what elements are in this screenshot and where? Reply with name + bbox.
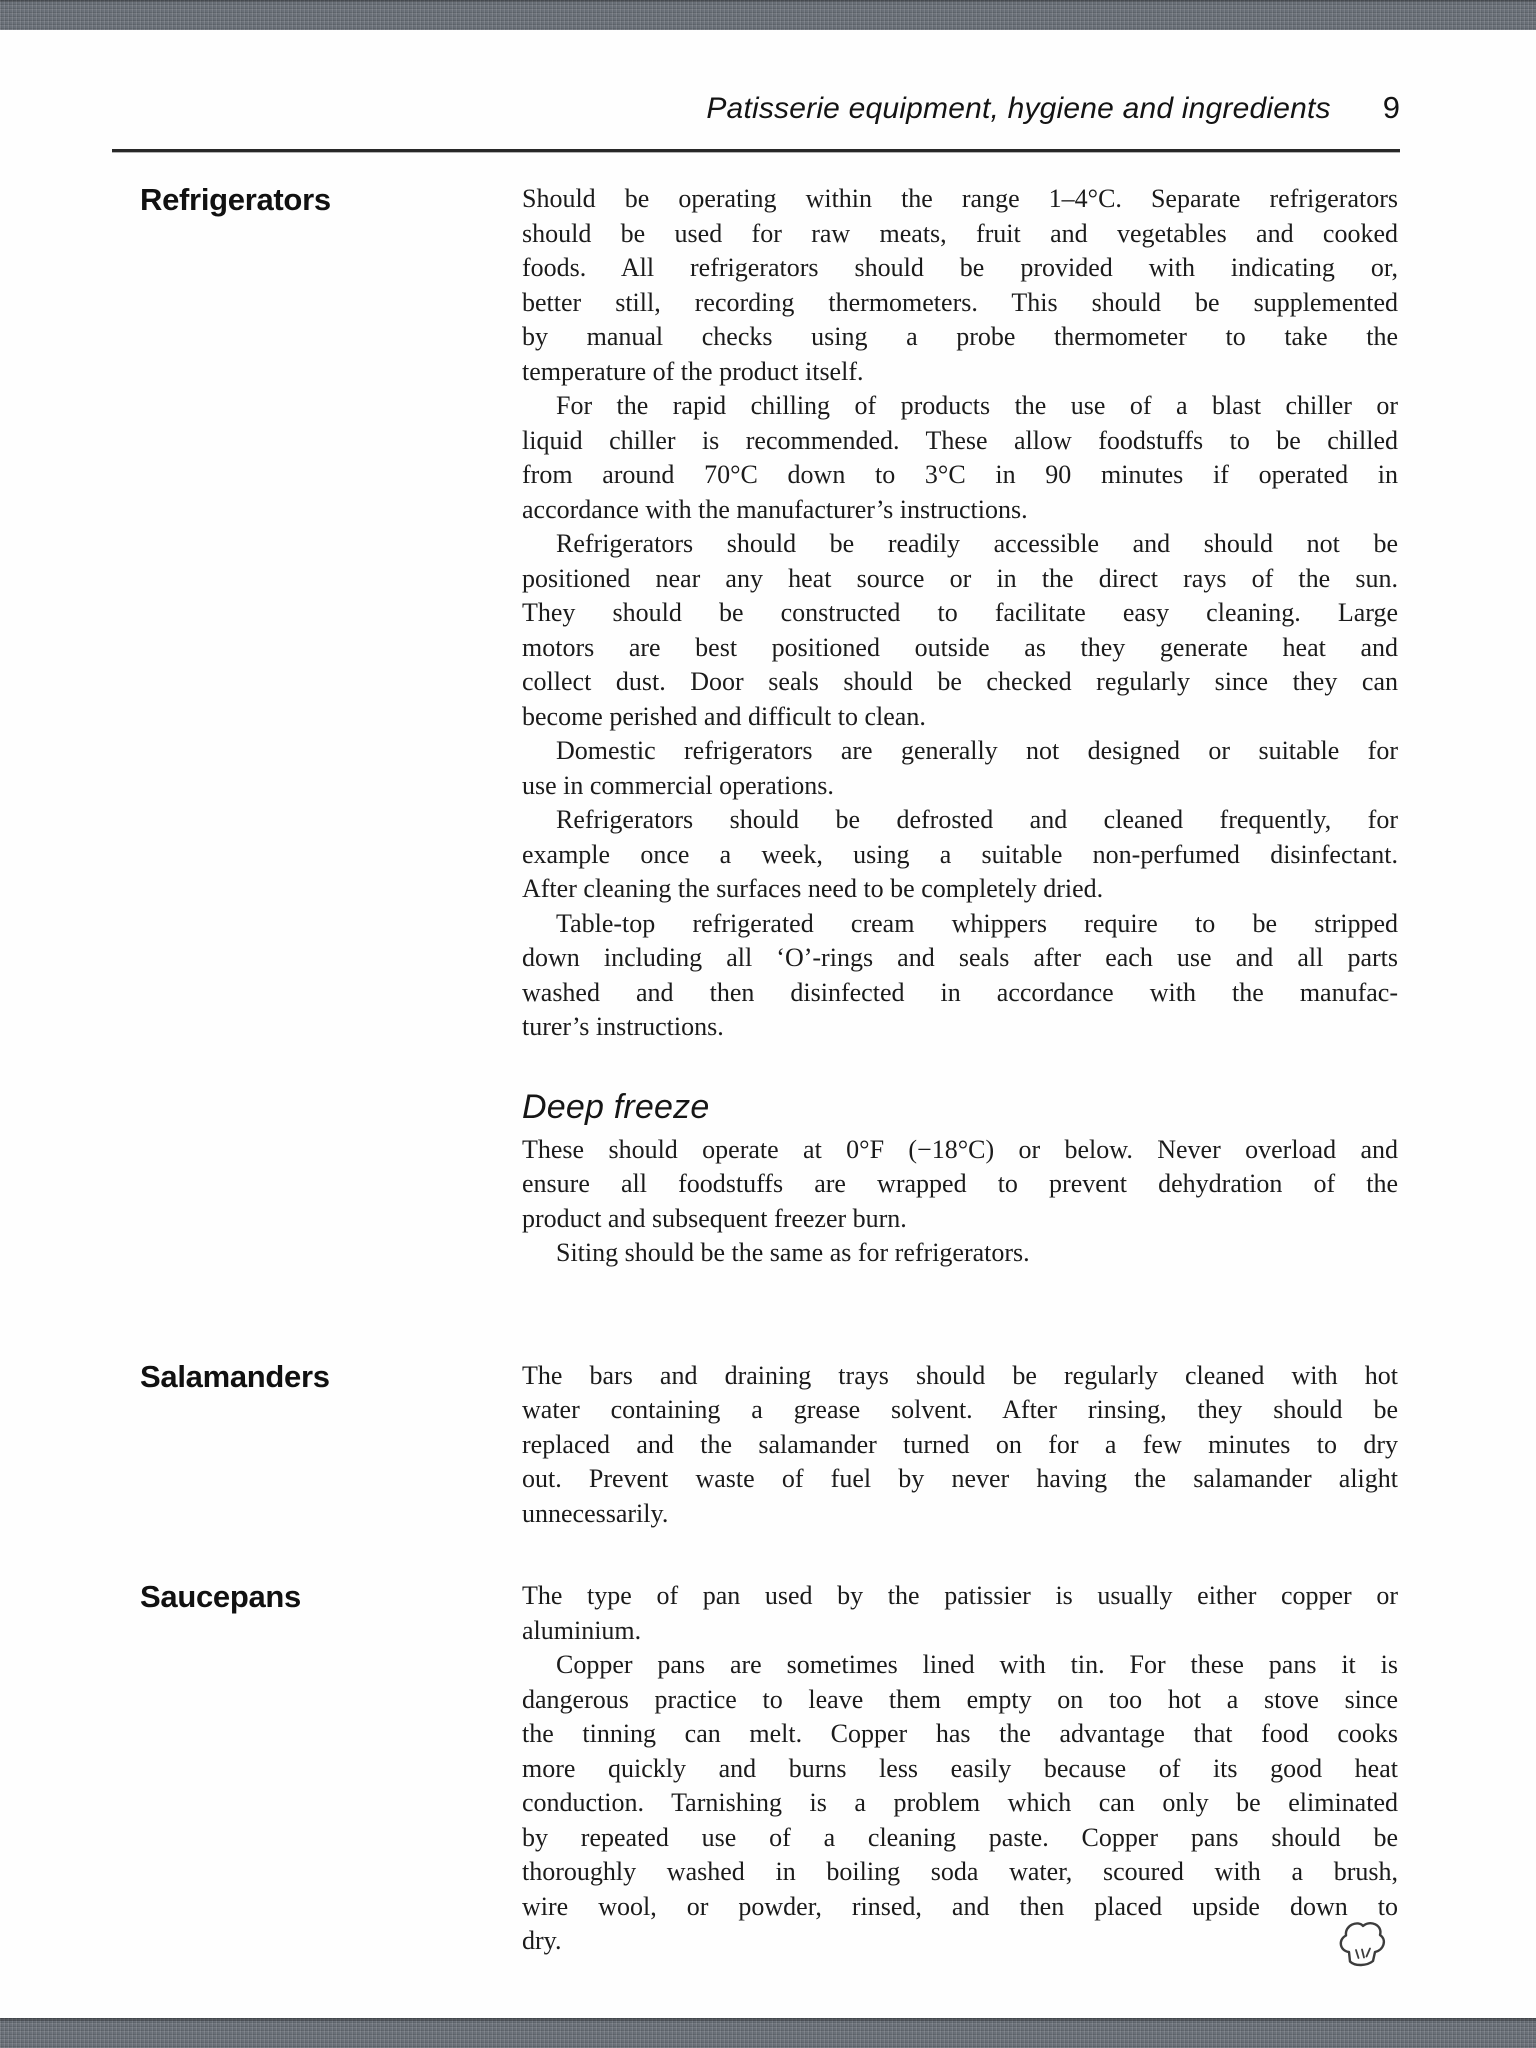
text-line: The bars and draining trays should be regularly cleaned with hot (522, 1360, 1398, 1390)
section-body-deep-freeze (522, 1045, 1398, 1271)
text-line: Domestic refrigerators are generally not designed or suitable for (556, 736, 1398, 765)
text-line: by manual checks using a probe thermometer to take the (522, 322, 1398, 351)
text-line: positioned near any heat source or in the direct rays of the sun. (522, 563, 1398, 593)
text-line: liquid chiller is recommended. These allow foodstuffs to be chilled (522, 425, 1398, 455)
paragraph-refrigerators-6 (522, 907, 1398, 1045)
paragraph-refrigerators-1 (522, 182, 1398, 389)
paragraph-refrigerators-2 (522, 389, 1398, 527)
text-line: Refrigerators should be defrosted and cleaned frequently, for (556, 805, 1398, 834)
text-line: foods. All refrigerators should be provided with indicating or, (522, 253, 1398, 282)
text-line: become perished and difficult to clean. (522, 701, 926, 731)
text-line: product and subsequent freezer burn. (522, 1203, 907, 1233)
text-line: from around 70°C down to 3°C in 90 minutes if operated in (522, 460, 1398, 489)
text-line: collect dust. Door seals should be checked regularly since they can (522, 667, 1398, 696)
header-rule (112, 149, 1400, 152)
text-line: Siting should be the same as for refrigerators. (556, 1238, 1030, 1267)
text-line: For the rapid chilling of products the use of a blast chiller or (556, 391, 1398, 420)
text-line: Copper pans are sometimes lined with tin. For these pans it is (556, 1650, 1398, 1679)
page-number: 9 (1382, 90, 1400, 125)
text-line: motors are best positioned outside as they generate heat and (522, 632, 1398, 662)
section-deep-freeze (140, 1045, 1398, 1271)
text-line: better still, recording thermometers. This should be supplemented (522, 287, 1398, 317)
subheading-deep-freeze: Deep freeze (522, 1087, 710, 1126)
chef-hat-icon (1334, 1916, 1388, 1974)
paragraph-saucepans-2 (522, 1648, 1398, 1959)
text-line: conduction. Tarnishing is a problem which can only be eliminated (522, 1788, 1398, 1817)
section-refrigerators (140, 182, 1398, 1045)
text-line: use in commercial operations. (522, 770, 834, 800)
text-line: replaced and the salamander turned on for a few minutes to dry (522, 1429, 1398, 1459)
text-line: Table-top refrigerated cream whippers require to be stripped (556, 908, 1398, 938)
text-line: Should be operating within the range 1–4°C. Separate refrigerators (522, 184, 1398, 213)
section-body-refrigerators (522, 182, 1398, 1045)
text-line: wire wool, or powder, rinsed, and then placed upside down to (522, 1891, 1398, 1921)
paragraph-refrigerators-4 (522, 734, 1398, 803)
text-line: The type of pan used by the patissier is usually either copper or (522, 1581, 1398, 1610)
text-line: water containing a grease solvent. After rinsing, they should be (522, 1395, 1398, 1424)
paragraph-deep-freeze-2 (522, 1236, 1398, 1271)
text-line: out. Prevent waste of fuel by never having the salamander alight (522, 1464, 1398, 1493)
paragraph-deep-freeze-1 (522, 1133, 1398, 1237)
text-line: accordance with the manufacturer’s instructions. (522, 494, 1028, 524)
text-line: the tinning can melt. Copper has the advantage that food cooks (522, 1719, 1398, 1748)
text-line: example once a week, using a suitable non-perfumed disinfectant. (522, 839, 1398, 869)
text-line: After cleaning the surfaces need to be completely dried. (522, 874, 1104, 903)
running-header (112, 90, 1400, 126)
heading-saucepans: Saucepans (140, 1579, 301, 1614)
section-heading-cell-refrigerators (140, 182, 522, 217)
heading-salamanders: Salamanders (140, 1358, 330, 1394)
running-header-title: Patisserie equipment, hygiene and ingredients (706, 92, 1331, 125)
text-line: dry. (522, 1926, 562, 1955)
heading-refrigerators: Refrigerators (140, 182, 331, 217)
text-line: should be used for raw meats, fruit and vegetables and cooked (522, 218, 1398, 248)
text-line: aluminium. (522, 1615, 642, 1645)
text-line: They should be constructed to facilitate easy cleaning. Large (522, 598, 1398, 627)
section-heading-cell-salamanders (140, 1359, 522, 1394)
paragraph-saucepans-1 (522, 1579, 1398, 1648)
text-line: down including all ‘O’-rings and seals after each use and all parts (522, 943, 1398, 972)
text-line: turer’s instructions. (522, 1012, 724, 1041)
scan-border-bottom (0, 2018, 1536, 2048)
text-line: washed and then disinfected in accordance with the manufac- (522, 977, 1398, 1007)
paragraph-salamanders-1 (522, 1359, 1398, 1532)
section-body-saucepans (522, 1579, 1398, 1959)
paragraph-refrigerators-5 (522, 803, 1398, 907)
section-heading-cell-saucepans (140, 1579, 522, 1614)
section-saucepans (140, 1579, 1398, 1959)
text-line: dangerous practice to leave them empty on too hot a stove since (522, 1684, 1398, 1714)
content (140, 182, 1398, 1959)
text-line: more quickly and burns less easily because of its good heat (522, 1753, 1398, 1783)
text-line: by repeated use of a cleaning paste. Copper pans should be (522, 1822, 1398, 1852)
text-line: thoroughly washed in boiling soda water, scoured with a brush, (522, 1857, 1398, 1886)
text-line: temperature of the product itself. (522, 356, 864, 386)
section-body-salamanders (522, 1359, 1398, 1532)
section-salamanders (140, 1359, 1398, 1532)
text-line: unnecessarily. (522, 1498, 669, 1528)
paragraph-refrigerators-3 (522, 527, 1398, 734)
scan-border-top (0, 0, 1536, 30)
text-line: ensure all foodstuffs are wrapped to prevent dehydration of the (522, 1169, 1398, 1198)
text-line: Refrigerators should be readily accessible and should not be (556, 529, 1398, 558)
text-line: These should operate at 0°F (−18°C) or below. Never overload and (522, 1134, 1398, 1164)
